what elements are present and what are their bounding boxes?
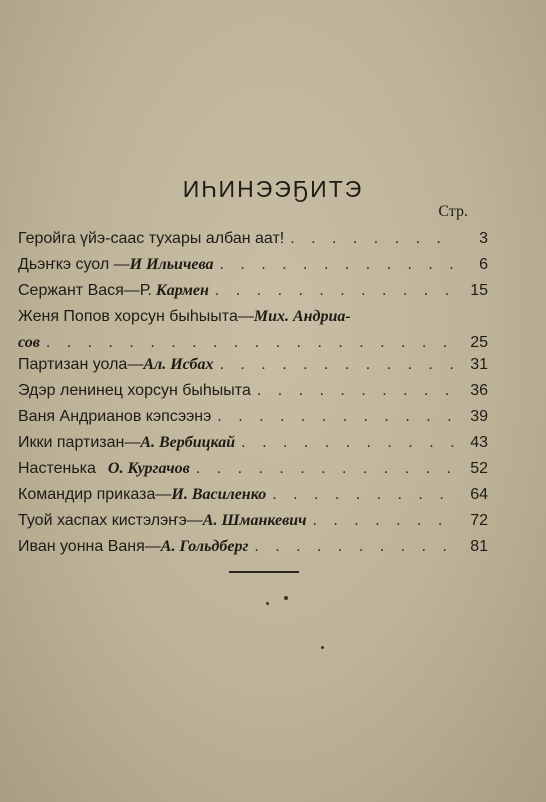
entry-author: И. Василенко	[171, 486, 267, 503]
toc-entry	[18, 534, 488, 560]
leader-dots	[313, 508, 454, 534]
entry-title: Геройга үйэ-саас тухары албан аат!	[18, 230, 285, 247]
leader-dots	[220, 352, 454, 378]
leader-dots	[215, 278, 454, 304]
toc-entry	[18, 378, 488, 404]
entry-page: 39	[470, 408, 488, 425]
entry-page: 36	[470, 382, 488, 399]
toc-entry	[18, 278, 488, 304]
entry-author: О. Кургачов	[107, 460, 190, 477]
entry-page: 81	[470, 538, 488, 555]
toc-entry	[18, 404, 488, 430]
entry-title: Командир приказа—	[18, 486, 172, 503]
toc-entry	[18, 252, 488, 278]
entry-title: Партизан уола—	[18, 356, 144, 373]
leader-dots	[290, 226, 454, 252]
entry-page: 31	[470, 356, 488, 373]
entry-page: 6	[479, 256, 488, 273]
entry-page: 3	[479, 230, 488, 247]
toc-entry	[18, 352, 488, 378]
entry-title: Дьэҥкэ суол —	[18, 256, 130, 273]
entry-page: 25	[470, 334, 488, 351]
entry-page: 15	[470, 282, 488, 299]
leader-dots	[254, 534, 454, 560]
leader-dots	[257, 378, 454, 404]
entry-title: Туой хаспах кистэлэҥэ—	[18, 512, 203, 529]
entry-author: А. Шманкевич	[202, 512, 307, 529]
entry-title: Настенька	[18, 460, 96, 477]
toc-entry	[18, 430, 488, 456]
entry-author: Мих. Андриа-	[253, 308, 351, 325]
entry-page: 64	[470, 486, 488, 503]
page-column-header: Стр.	[438, 203, 468, 220]
leader-dots	[217, 404, 454, 430]
print-speck	[266, 602, 269, 605]
toc-entry	[18, 508, 488, 534]
entry-author: А. Вербицкай	[140, 434, 236, 451]
entry-author: И Ильичева	[129, 256, 214, 273]
table-of-contents	[18, 226, 488, 560]
leader-dots	[241, 430, 454, 456]
entry-page: 72	[470, 512, 488, 529]
entry-title: Ваня Андрианов кэпсээнэ	[18, 408, 212, 425]
leader-dots	[196, 456, 454, 482]
toc-entry	[18, 456, 488, 482]
toc-entry	[18, 482, 488, 508]
toc-entry	[18, 304, 488, 352]
leader-dots	[219, 252, 454, 278]
entry-title: Женя Попов хорсун быһыыта—	[18, 308, 254, 325]
entry-page: 52	[470, 460, 488, 477]
page-title: ИҺИНЭЭҔИТЭ	[182, 176, 364, 202]
entry-author-continued: сов	[18, 334, 40, 351]
print-speck	[284, 596, 288, 600]
entry-page: 43	[470, 434, 488, 451]
entry-author: А. Гольдберг	[160, 538, 249, 555]
toc-entry	[18, 226, 488, 252]
print-speck	[321, 646, 324, 649]
entry-author: Ал. Исбах	[143, 356, 214, 373]
entry-author: Кармен	[155, 282, 209, 299]
entry-title: Иван уонна Ваня—	[18, 538, 161, 555]
entry-title: Сержант Вася—Р.	[18, 282, 152, 299]
divider-rule	[229, 571, 299, 573]
leader-dots	[272, 482, 454, 508]
entry-title: Икки партизан—	[18, 434, 141, 451]
entry-title: Эдэр ленинец хорсун быһыыта	[18, 382, 251, 399]
